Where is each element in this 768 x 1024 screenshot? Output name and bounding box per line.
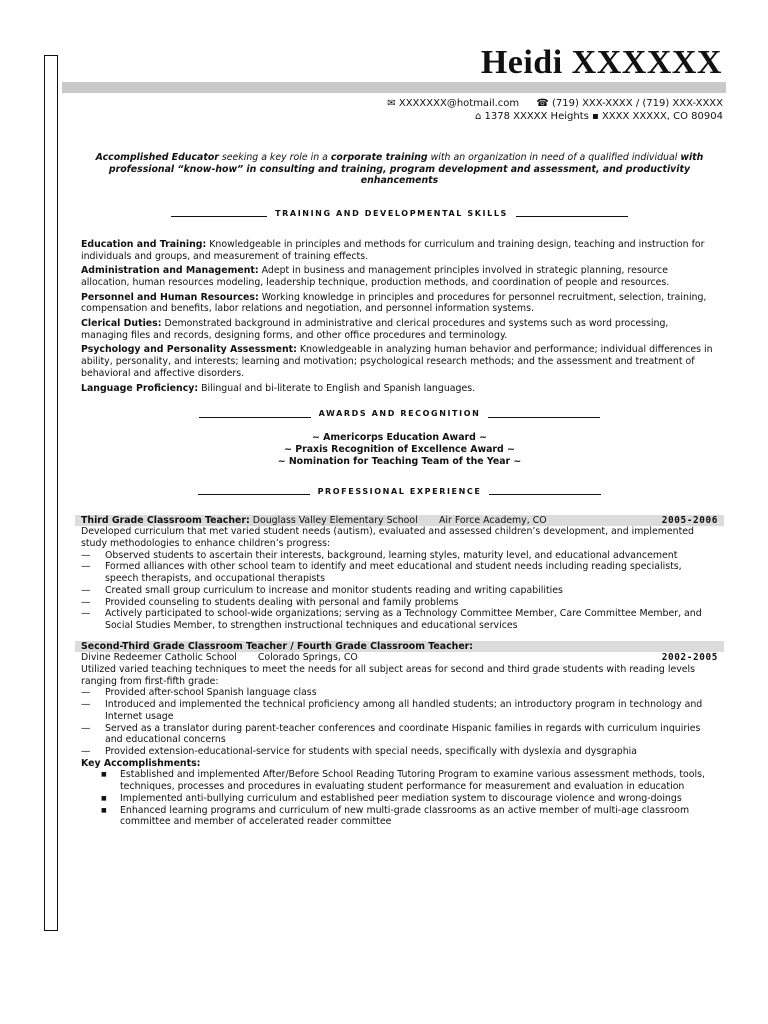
contact-line-2 [387, 110, 723, 123]
section-title: AWARDS AND RECOGNITION [318, 409, 481, 419]
section-title: TRAINING AND DEVELOPMENTAL SKILLS [275, 209, 508, 219]
job-location: Colorado Springs, CO [257, 652, 358, 664]
resume-body [81, 152, 718, 828]
award-item: ~ Praxis Recognition of Excellence Award ~ [284, 443, 515, 455]
header-rule [199, 417, 311, 418]
address-text: 1378 XXXXX Heights ▪ XXXX XXXXX, CO 80904 [484, 111, 723, 122]
job-title: Second-Third Grade Classroom Teacher / Fourth Grade Classroom Teacher: [81, 640, 474, 652]
list-item: — Provided after-school Spanish language class [81, 687, 718, 699]
job-title-bar [75, 515, 724, 527]
skill-item [81, 239, 718, 262]
email-text: XXXXXXX@hotmail.com [398, 98, 520, 109]
objective-part: with an organization in need of a qualified individual [427, 152, 681, 163]
skill-label: Personnel and Human Resources: [81, 291, 259, 303]
skill-item [81, 344, 718, 379]
job-entry-2 [81, 641, 718, 828]
skill-text: Knowledgeable in analyzing human behavior and performance; individual differences in ability, personality, and interests; learning and motivation; psychological research methods; and the assessment and treatment of behavioral and affective disorders. [81, 344, 713, 379]
header-rule [488, 417, 600, 418]
job-organization: Douglass Valley Elementary School [249, 514, 418, 526]
resume-name: Heidi XXXXXX [480, 44, 722, 81]
home-address-icon: ⌂ [474, 111, 482, 122]
job-summary: Developed curriculum that met varied student needs (autism), evaluated and assessed children’s development, and implemented study methodologies to enhance children’s progress: [81, 526, 694, 550]
objective-part: corporate training [330, 152, 428, 163]
section-header-experience [81, 486, 718, 498]
skill-text: Bilingual and bi-literate to English and Spanish languages. [198, 382, 476, 394]
job-duties-list [81, 687, 718, 757]
objective-statement [91, 152, 708, 187]
skill-text: Working knowledge in principles and procedures for personnel recruitment, selection, training, compensation and benefits, labor relations and negotiation, and personnel information systems. [81, 291, 707, 315]
skill-text: Adept in business and management principles involved in strategic planning, resource allocation, human resources modeling, leadership technique, production methods, and coordination of people and resources. [81, 265, 670, 288]
list-item: ■ Enhanced learning programs and curriculum of new multi-grade classrooms as an active member of multi-age classroom committee and member of accelerated reader committee [81, 805, 718, 828]
left-margin-frame [44, 55, 58, 931]
skill-item [81, 292, 718, 315]
objective-part: Accomplished Educator [95, 152, 219, 163]
job-entry-1 [81, 515, 718, 632]
job-dates: 2005-2006 [661, 514, 718, 526]
award-item: ~ Nomination for Teaching Team of the Year ~ [277, 455, 522, 467]
skill-label: Psychology and Personality Assessment: [81, 344, 297, 356]
section-title: PROFESSIONAL EXPERIENCE [317, 486, 482, 496]
job-location: Air Force Academy, CO [438, 514, 547, 526]
list-item: — Served as a translator during parent-teacher conferences and coordinate Hispanic families in regards with curriculum inquiries and educational concerns [81, 723, 718, 746]
job-summary: Utilized varied teaching techniques to meet the needs for all subject areas for second and third grade students with reading levels ranging from first-fifth grade: [81, 664, 696, 687]
section-header-awards [81, 408, 718, 420]
list-item: ■ Implemented anti-bullying curriculum and established peer mediation system to discourage violence and wrong-doings [81, 793, 718, 805]
accomplishments-list [81, 769, 718, 828]
job-title: Third Grade Classroom Teacher: [81, 514, 250, 526]
job-duties-list [81, 550, 718, 632]
skills-list [81, 239, 718, 394]
list-item: — Created small group curriculum to increase and monitor students reading and writing capabilities [81, 585, 718, 597]
contact-block [387, 97, 723, 123]
skill-label: Education and Training: [81, 238, 207, 250]
skill-label: Clerical Duties: [81, 318, 162, 330]
skill-item [81, 383, 718, 395]
award-item: ~ Americorps Education Award ~ [312, 431, 487, 443]
header-rule [171, 216, 267, 217]
list-item: — Formed alliances with other school team to identify and meet educational and student needs including reading specialists, speech therapists, and occupational therapists [81, 561, 718, 584]
accomplishments-label: Key Accomplishments: [81, 757, 201, 769]
skill-text: Knowledgeable in principles and methods for curriculum and training design, teaching and instruction for individuals and groups, and measurement of training effects. [81, 238, 705, 262]
header-rule-bar [62, 82, 726, 93]
header-rule [516, 216, 628, 217]
contact-line-1 [387, 97, 723, 110]
job-organization: Divine Redeemer Catholic School [81, 652, 237, 664]
phone-icon: ☎ [536, 98, 549, 109]
header-rule [198, 494, 310, 495]
skill-text: Demonstrated background in administrative and clerical procedures and systems such as word processing, managing files and records, designing forms, and other office procedures and terminology. [81, 318, 669, 341]
skill-label: Administration and Management: [81, 265, 259, 277]
phone-text: (719) XXX-XXXX / (719) XXX-XXXX [552, 98, 723, 109]
list-item: — Observed students to ascertain their interests, background, learning styles, maturity level, and educational advancement [81, 550, 718, 562]
objective-part: seeking a key role in a [218, 152, 331, 163]
envelope-icon: ✉ [387, 98, 396, 109]
skill-item [81, 265, 718, 288]
header-rule [489, 494, 601, 495]
objective-part: with professional “know-how” in consulting and training, program development and assessment, and productivity enhancements [108, 152, 704, 187]
skill-label: Language Proficiency: [81, 382, 199, 394]
list-item: — Introduced and implemented the technical proficiency among all handled students; an introductory program in technology and Internet usage [81, 699, 718, 722]
list-item: — Actively participated to school-wide organizations; serving as a Technology Committee Member, Care Committee Member, and Social Studies Member, to strengthen instructional techniques and educational services [81, 608, 718, 631]
list-item: — Provided counseling to students dealing with personal and family problems [81, 597, 718, 609]
job-org-line [81, 652, 718, 664]
list-item: ■ Established and implemented After/Before School Reading Tutoring Program to examine various assessment methods, tools, techniques, processes and procedures in evaluating student performance for measurement and evaluation in education [81, 769, 718, 792]
job-dates: 2002-2005 [661, 652, 718, 664]
section-header-skills [81, 208, 718, 220]
skill-item [81, 318, 718, 341]
job-title-bar [75, 641, 724, 653]
awards-list [81, 432, 718, 468]
list-item: — Provided extension-educational-service for students with special needs, specifically with dyslexia and dysgraphia [81, 746, 718, 758]
